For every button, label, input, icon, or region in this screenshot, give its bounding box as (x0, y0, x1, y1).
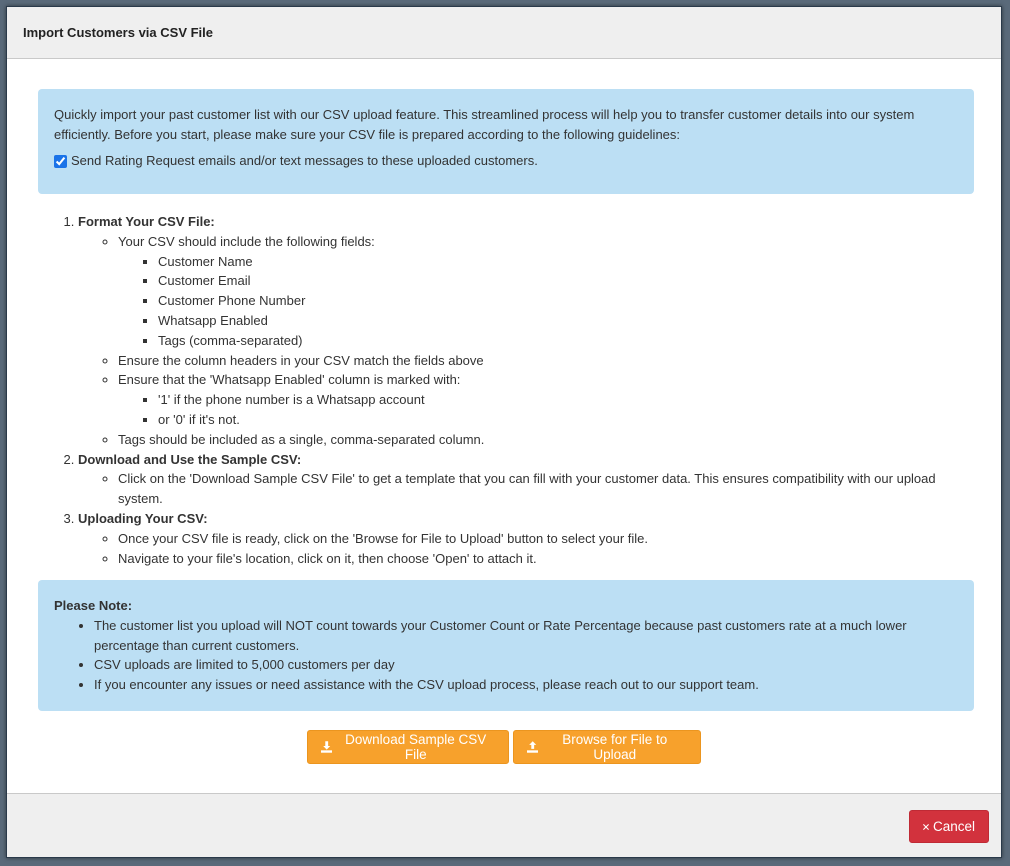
whatsapp-intro: Ensure that the 'Whatsapp Enabled' column is marked with: (118, 372, 461, 388)
note-item: • The customer list you upload will NOT count towards your Customer Count or Rate Percentage because past customers rate at a much lower percentage than current customers. (94, 616, 958, 656)
guidelines-list (38, 212, 974, 568)
download-label: Download Sample CSV File (345, 732, 487, 762)
modal-body (7, 59, 1001, 794)
note-alert (38, 580, 974, 711)
list-item: ◦ Ensure the column headers in your CSV match the fields above (118, 351, 974, 371)
note-item: • If you encounter any issues or need assistance with the CSV upload process, please reach out to our support team. (94, 675, 958, 695)
modal-footer (7, 793, 1001, 857)
field-item: ▪ Whatsapp Enabled (158, 311, 974, 331)
note-title: Please Note: (54, 598, 133, 613)
list-item (118, 370, 974, 429)
list-item: ◦ Click on the 'Download Sample CSV File' to get a template that you can fill with your customer data. This ensures compatibility with our upload system. (118, 469, 974, 509)
fields-intro: Your CSV should include the following fields: (118, 233, 375, 249)
intro-alert (38, 89, 974, 194)
send-rating-request-checkbox[interactable] (54, 155, 67, 168)
field-item: ▪ Customer Name (158, 252, 974, 272)
import-customers-modal (6, 6, 1002, 858)
guideline-step-3 (78, 509, 974, 568)
step-1-title: Format Your CSV File: (78, 214, 215, 229)
field-item: ▪ Tags (comma-separated) (158, 331, 974, 351)
intro-text: Quickly import your past customer list with our CSV upload feature. This streamlined process will help you to transfer customer details into our system efficiently. Before you start, please make sure your CSV file is prepared according to the following guidelines: (54, 107, 915, 142)
list-item: ◦ Tags should be included as a single, comma-separated column. (118, 430, 974, 450)
download-icon (321, 741, 332, 753)
close-icon (923, 822, 929, 832)
list-item: ◦ Navigate to your file's location, click on it, then choose 'Open' to attach it. (118, 549, 974, 569)
send-rating-request-row (54, 151, 958, 171)
action-buttons (7, 730, 1001, 764)
whatsapp-value-item: ▪ '1' if the phone number is a Whatsapp account (158, 390, 974, 410)
guideline-step-2 (78, 450, 974, 509)
step-2-title: Download and Use the Sample CSV: (78, 451, 302, 467)
send-rating-request-label[interactable]: Send Rating Request emails and/or text messages to these uploaded customers. (71, 153, 538, 168)
upload-icon (527, 741, 538, 753)
modal-title: Import Customers via CSV File (23, 25, 213, 40)
field-item: ▪ Customer Email (158, 271, 974, 291)
whatsapp-value-item: ▪ or '0' if it's not. (158, 410, 974, 430)
note-item: • CSV uploads are limited to 5,000 customers per day (94, 655, 958, 675)
field-item: ▪ Customer Phone Number (158, 291, 974, 311)
list-item (118, 232, 974, 351)
list-item: ◦ Once your CSV file is ready, click on the 'Browse for File to Upload' button to select your file. (118, 529, 974, 549)
guideline-step-1 (78, 212, 974, 450)
step-3-title: Uploading Your CSV: (78, 510, 208, 526)
cancel-label: Cancel (932, 819, 975, 834)
download-sample-csv-button[interactable] (307, 730, 509, 764)
upload-label: Browse for File to Upload (562, 732, 668, 762)
browse-file-upload-button[interactable] (513, 730, 701, 764)
modal-header (7, 7, 1001, 59)
cancel-button[interactable] (909, 810, 989, 843)
